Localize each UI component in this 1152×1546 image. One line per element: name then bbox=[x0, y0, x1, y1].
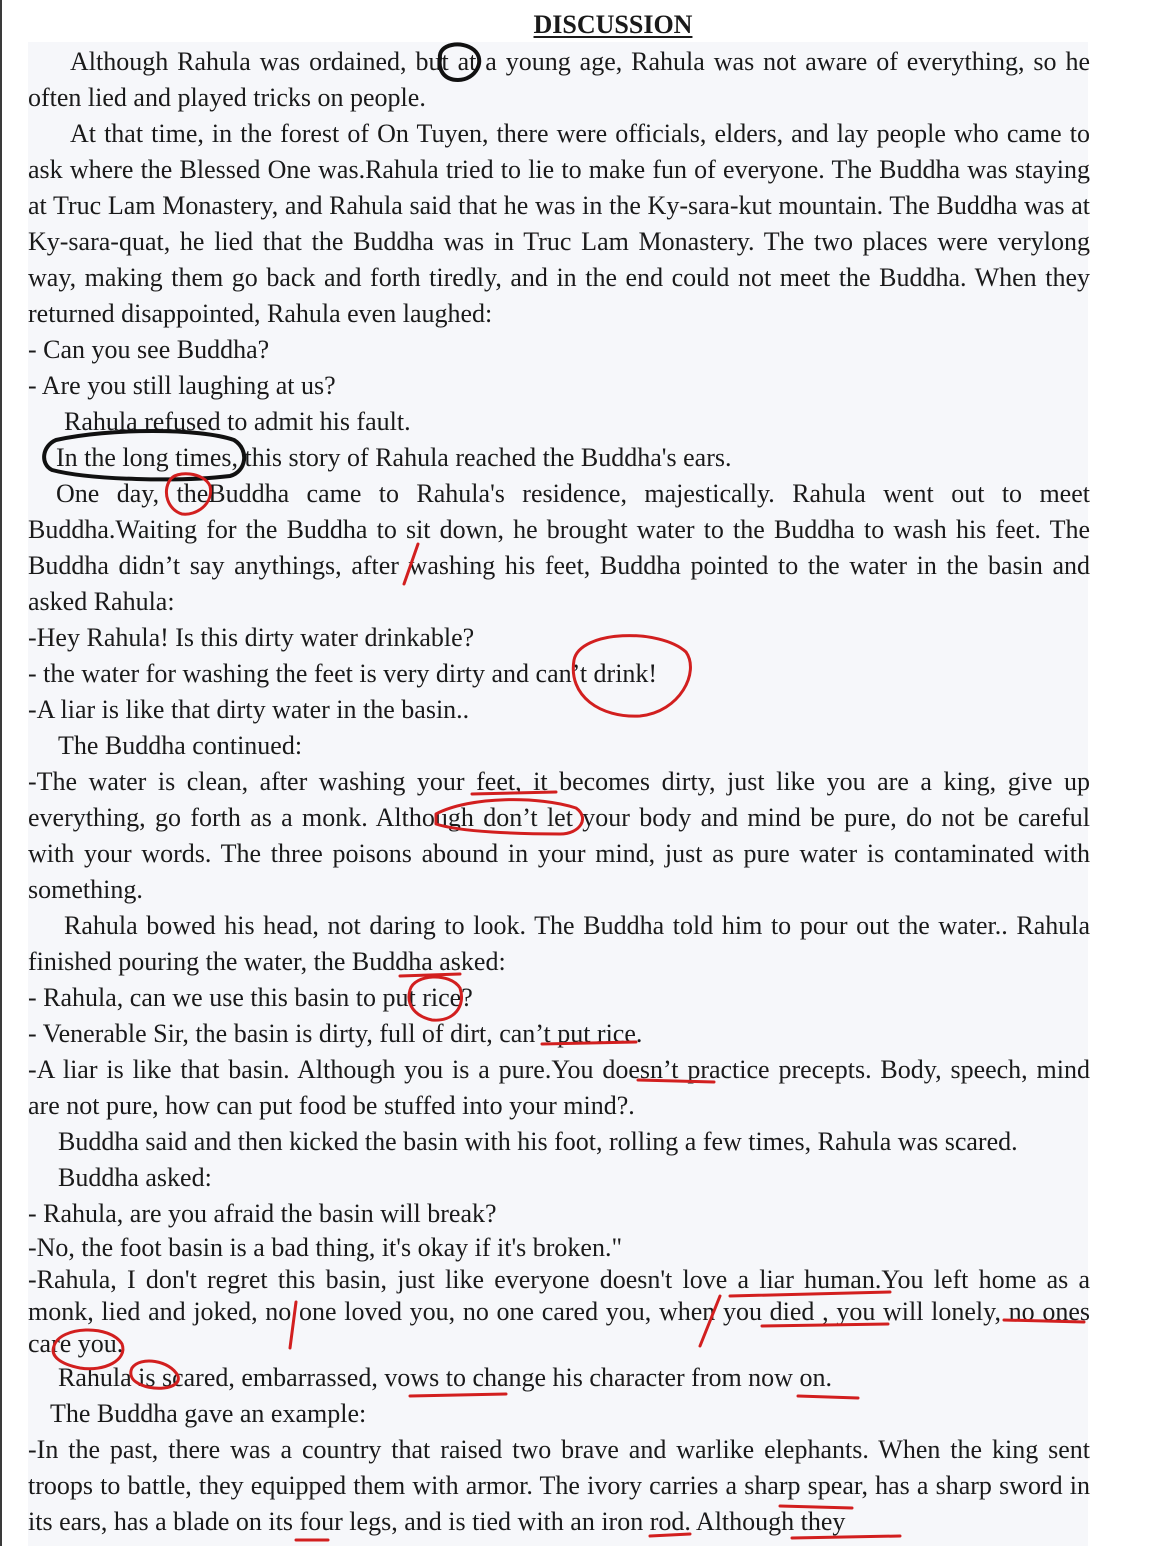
dialogue-line: - Venerable Sir, the basin is dirty, full of dirt, can’t put rice. bbox=[28, 1019, 643, 1048]
paragraph-continued: The Buddha continued: bbox=[58, 731, 303, 760]
dialogue-line: - Rahula, are you afraid the basin will break? bbox=[28, 1199, 497, 1228]
paragraph-bowed: Rahula bowed his head, not daring to look. The Buddha told him to pour out the water.. Rahula finished pouring the water, the Buddha asked: bbox=[28, 911, 1090, 976]
dialogue-line: -No, the foot basin is a bad thing, it's okay if it's broken." bbox=[28, 1233, 623, 1262]
page-left-border bbox=[0, 0, 2, 1546]
dialogue-line: - the water for washing the feet is very dirty and can’t drink! bbox=[28, 659, 658, 688]
paragraph-elephants: -In the past, there was a country that raised two brave and warlike elephants. When the king sent troops to battle, they equipped them with armor. The ivory carries a sharp spear, has a sharp sword in its ears, has a blade on its four legs, and is tied with an iron rod. Although they bbox=[28, 1435, 1090, 1536]
paragraph-scared: Rahula is scared, embarrassed, vows to change his character from now on. bbox=[58, 1363, 832, 1392]
dialogue-line: - Can you see Buddha? bbox=[28, 335, 270, 364]
paragraph-no-regret: -Rahula, I don't regret this basin, just like everyone doesn't love a liar human.You left home as a monk, lied and joked, no one loved you, no one cared you, when you died , you will lonely, no ones care you. bbox=[28, 1265, 1090, 1358]
dialogue-line: -Hey Rahula! Is this dirty water drinkable? bbox=[28, 623, 475, 652]
document-body bbox=[28, 44, 1090, 1540]
paragraph-liar-basin: -A liar is like that basin. Although you is a pure.You doesn’t practice precepts. Body, speech, mind are not pure, how can put food be stuffed into your mind?. bbox=[28, 1055, 1090, 1120]
paragraph-water-clean: -The water is clean, after washing your feet, it becomes dirty, just like you are a king, give up everything, go forth as a monk. Although don’t let your body and mind be pure, do not be careful with your words. The three poisons abound in your mind, just as pure water is contaminated with something. bbox=[28, 767, 1090, 904]
paragraph-one-day: One day, theBuddha came to Rahula's residence, majestically. Rahula went out to meet Buddha.Waiting for the Buddha to sit down, he brought water to the Buddha to wash his feet. The Buddha didn’t say anythings, after washing his feet, Buddha pointed to the water in the basin and asked Rahula: bbox=[28, 479, 1090, 616]
paragraph-buddha-asked: Buddha asked: bbox=[58, 1163, 212, 1192]
dialogue-line: - Are you still laughing at us? bbox=[28, 371, 336, 400]
paragraph-forest-story: At that time, in the forest of On Tuyen, there were officials, elders, and lay people who came to ask where the Blessed One was.Rahula tried to lie to make fun of everyone. The Buddha was staying at Truc Lam Monastery, and Rahula said that he was in the Ky-sara-kut mountain. The Buddha was at Ky-sara-quat, he lied that the Buddha was in Truc Lam Monastery. The two places were verylong way, making them go back and forth tiredly, and in the end could not meet the Buddha. When they returned disappointed, Rahula even laughed: bbox=[28, 119, 1090, 328]
paragraph-long-times: In the long times, this story of Rahula reached the Buddha's ears. bbox=[56, 443, 732, 472]
dialogue-line: -A liar is like that dirty water in the basin.. bbox=[28, 695, 470, 724]
dialogue-line: - Rahula, can we use this basin to put rice? bbox=[28, 983, 473, 1012]
paragraph-refused: Rahula refused to admit his fault. bbox=[64, 407, 411, 436]
document-page bbox=[28, 0, 1090, 1546]
document-title: DISCUSSION bbox=[533, 10, 693, 39]
paragraph-opening: Although Rahula was ordained, but at a young age, Rahula was not aware of everything, so he often lied and played tricks on people. bbox=[28, 47, 1090, 112]
paragraph-kicked: Buddha said and then kicked the basin with his foot, rolling a few times, Rahula was scared. bbox=[58, 1127, 1018, 1156]
paragraph-example: The Buddha gave an example: bbox=[50, 1399, 367, 1428]
